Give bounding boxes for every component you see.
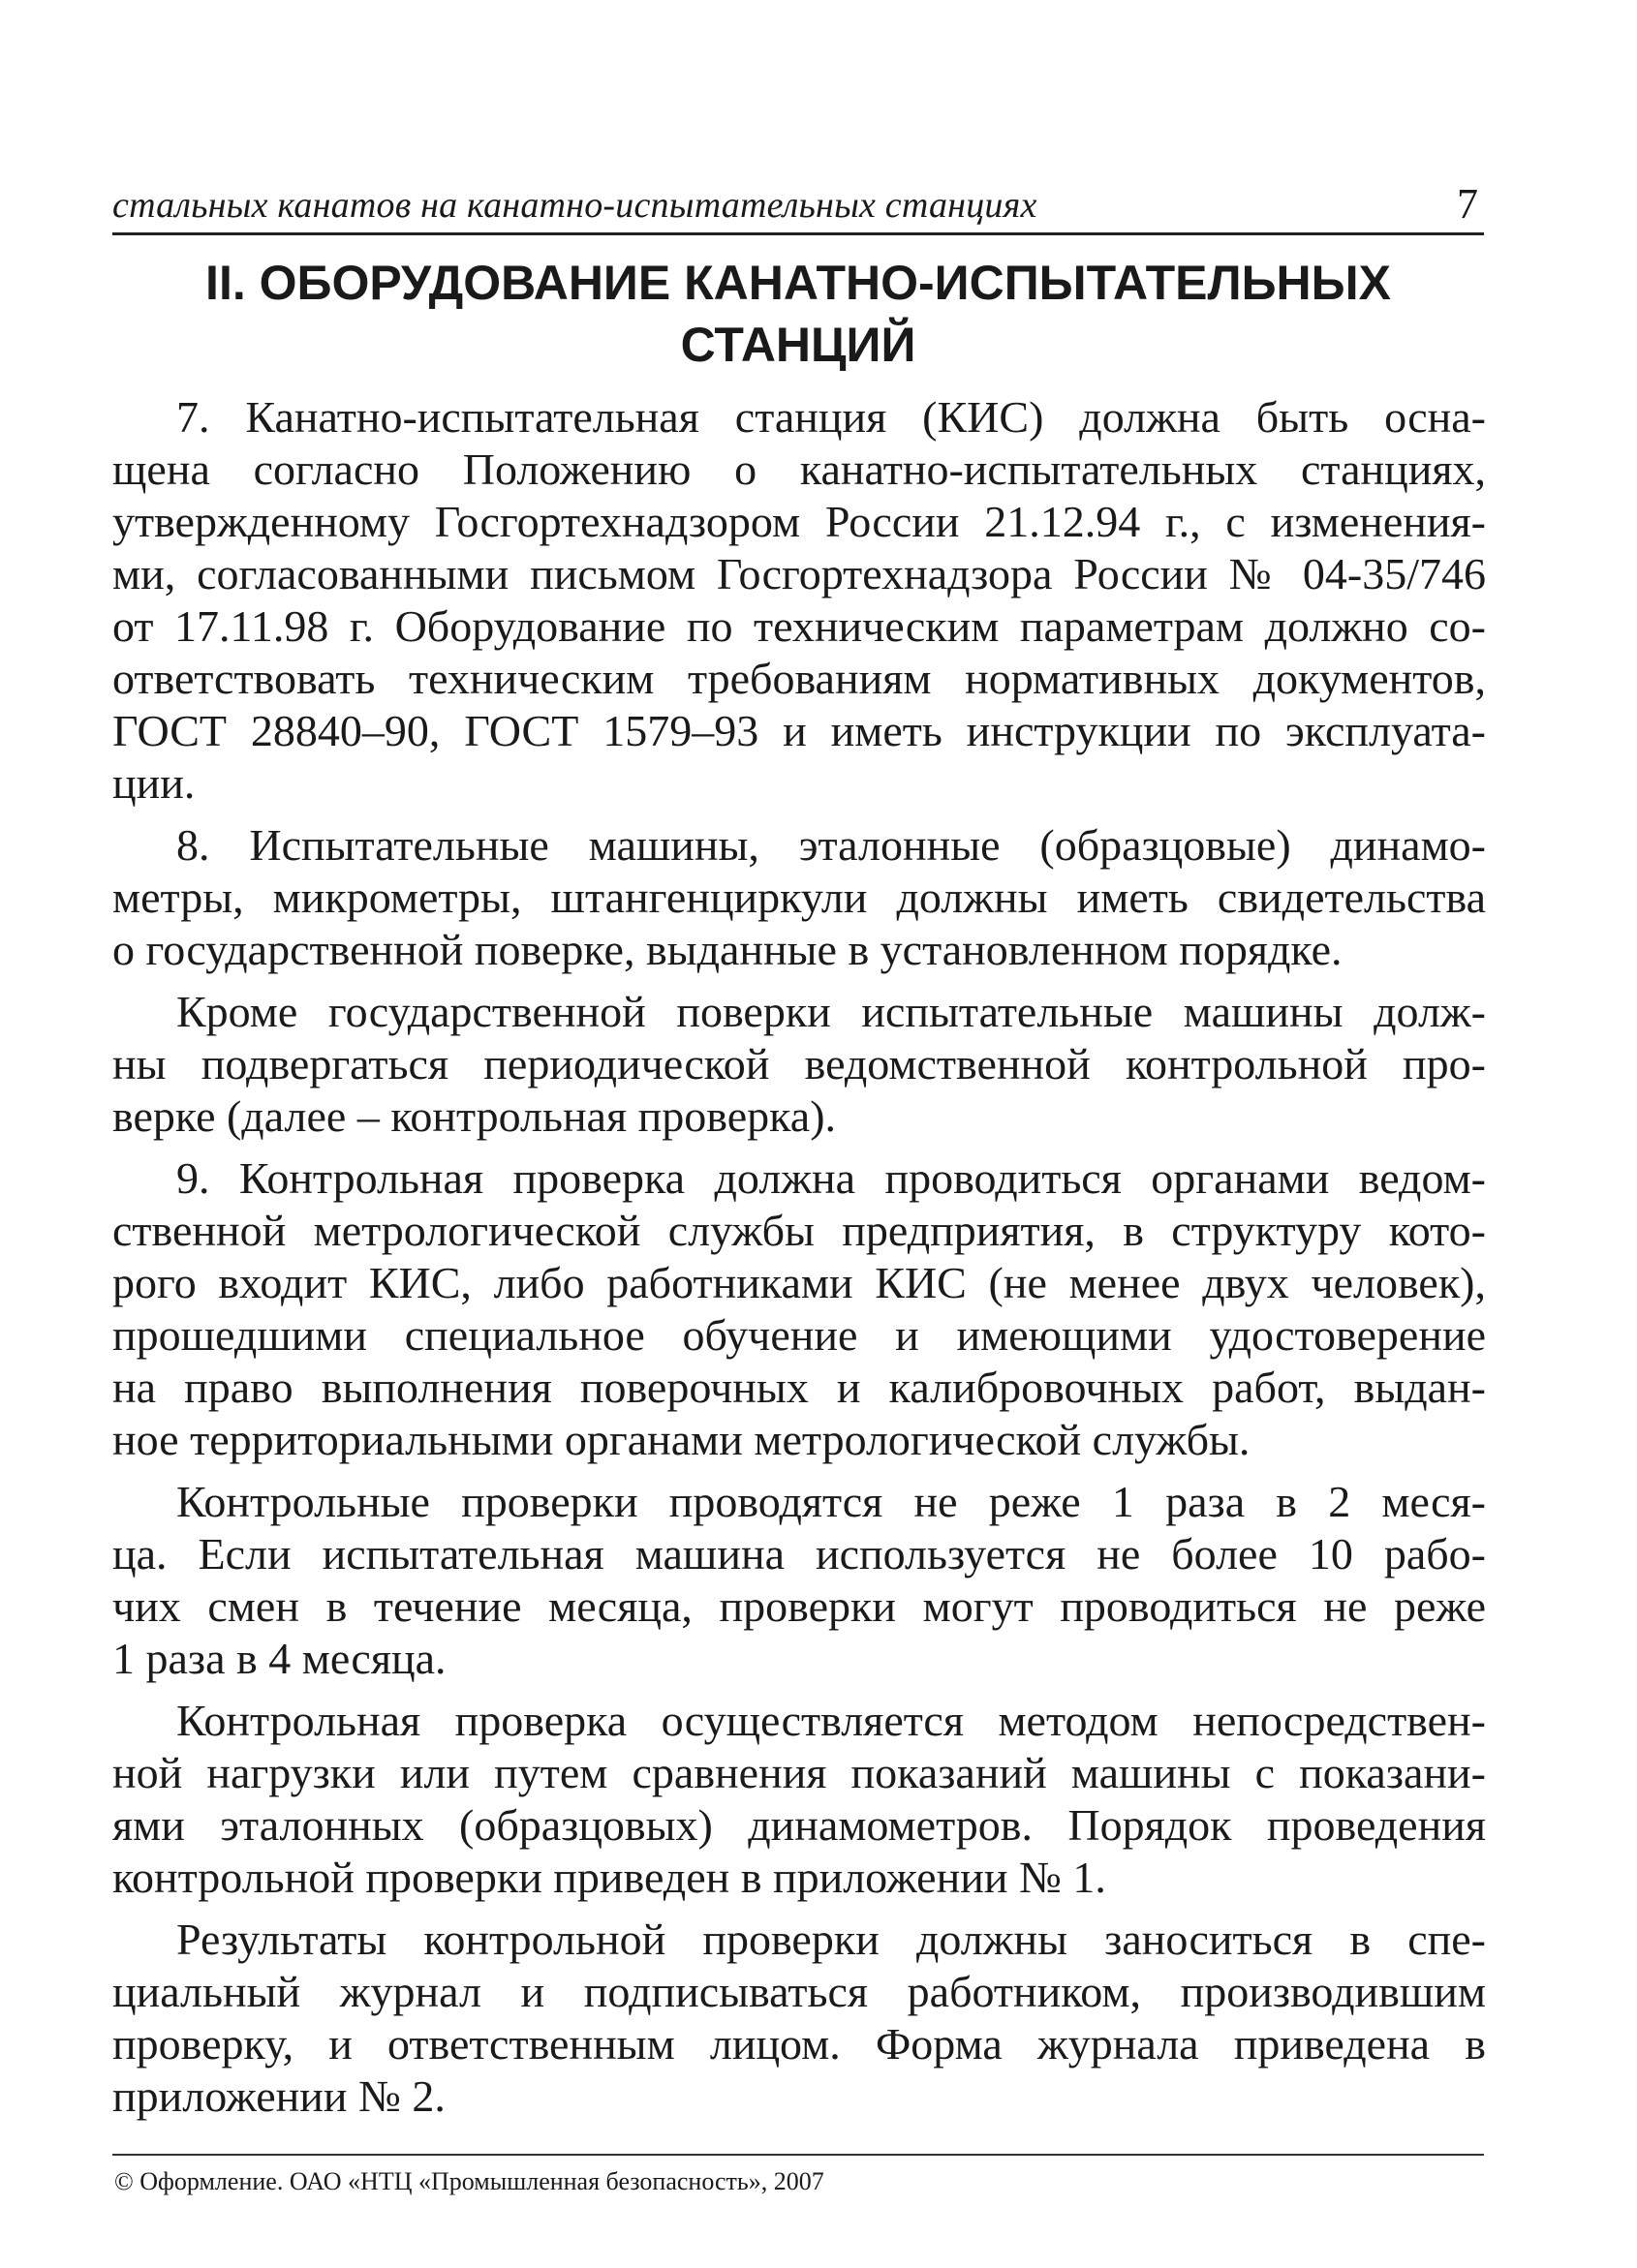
text-line: 8. Испытательные машины, эталонные (образцовые) динамо- [176, 820, 1486, 870]
text-line: о государственной поверке, выданные в установленном порядке. [112, 925, 1343, 974]
footer-divider [112, 2154, 1484, 2156]
footer-copyright: © Оформление. ОАО «НТЦ «Промышленная безопасность», 2007 [114, 2167, 824, 2195]
text-line: 9. Контрольная проверка должна проводиться органами ведом- [176, 1153, 1486, 1203]
text-line: верке (далее – контрольная проверка). [112, 1091, 837, 1141]
section-heading-line-2: СТАНЦИЙ [680, 318, 916, 372]
text-line: ной нагрузки или путем сравнения показаний машины с показани- [112, 1748, 1486, 1797]
text-line: Контрольные проверки проводятся не реже 1 раза в 2 меся- [176, 1477, 1486, 1526]
text-line: ции. [112, 758, 196, 808]
paragraph-periodic-check [112, 986, 1486, 1143]
text-line: ГОСТ 28840–90, ГОСТ 1579–93 и иметь инструкции по эксплуата- [112, 706, 1486, 755]
text-line: щена согласно Положению о канатно-испытательных станциях, [112, 444, 1486, 494]
text-line: утвержденному Госгортехнадзором России 21.12.94 г., с изменения- [112, 497, 1486, 546]
running-title: стальных канатов на канатно-испытательных станциях [112, 185, 1037, 226]
text-line: ное территориальными органами метрологической службы. [112, 1415, 1251, 1464]
text-line: рого входит КИС, либо работниками КИС (не менее двух человек), [112, 1258, 1486, 1307]
text-line: метры, микрометры, штангенциркули должны иметь свидетельства [112, 873, 1486, 922]
text-line: ями эталонных (образцовых) динамометров. Порядок проведения [112, 1800, 1486, 1850]
paragraph-check-method [112, 1695, 1486, 1904]
text-line: ны подвергаться периодической ведомственной контрольной про- [112, 1039, 1486, 1088]
paragraph-check-results [112, 1914, 1486, 2123]
text-line: на право выполнения поверочных и калибровочных работ, выдан- [112, 1363, 1486, 1412]
text-line: Контрольная проверка осуществляется методом непосредствен- [176, 1696, 1486, 1745]
section-heading [112, 252, 1484, 376]
text-line: контрольной проверки приведен в приложении № 1. [112, 1853, 1106, 1902]
paragraph-item-9 [112, 1152, 1486, 1466]
paragraph-item-7 [112, 391, 1486, 810]
text-line: 1 раза в 4 месяца. [112, 1634, 447, 1683]
paragraph-item-8 [112, 819, 1486, 976]
text-line: циальный журнал и подписываться работником, производившим [112, 1967, 1486, 2016]
text-line: чих смен в течение месяца, проверки могут проводиться не реже [112, 1581, 1486, 1631]
text-line: Кроме государственной поверки испытательные машины долж- [176, 987, 1486, 1036]
text-line: ответствовать техническим требованиям нормативных документов, [112, 654, 1486, 703]
text-line: приложении № 2. [112, 2071, 446, 2121]
text-line: ца. Если испытательная машина используется не более 10 рабо- [112, 1529, 1486, 1578]
section-heading-line-1: II. ОБОРУДОВАНИЕ КАНАТНО-ИСПЫТАТЕЛЬНЫХ [205, 256, 1391, 310]
text-line: Результаты контрольной проверки должны заноситься в спе- [176, 1915, 1486, 1964]
text-line: ственной метрологической службы предприятия, в структуру кото- [112, 1206, 1486, 1255]
text-line: ми, согласованными письмом Госгортехнадзора России № 04-35/746 [112, 549, 1486, 598]
text-line: прошедшими специальное обучение и имеющими удостоверение [112, 1310, 1486, 1360]
text-line: 7. Канатно-испытательная станция (КИС) должна быть осна- [176, 392, 1486, 442]
text-line: проверку, и ответственным лицом. Форма журнала приведена в [112, 2019, 1486, 2069]
page-number: 7 [1457, 180, 1478, 228]
body-text [112, 391, 1486, 2132]
text-line: от 17.11.98 г. Оборудование по техническим параметрам должно со- [112, 601, 1486, 651]
paragraph-check-frequency [112, 1476, 1486, 1685]
running-header [112, 178, 1484, 235]
